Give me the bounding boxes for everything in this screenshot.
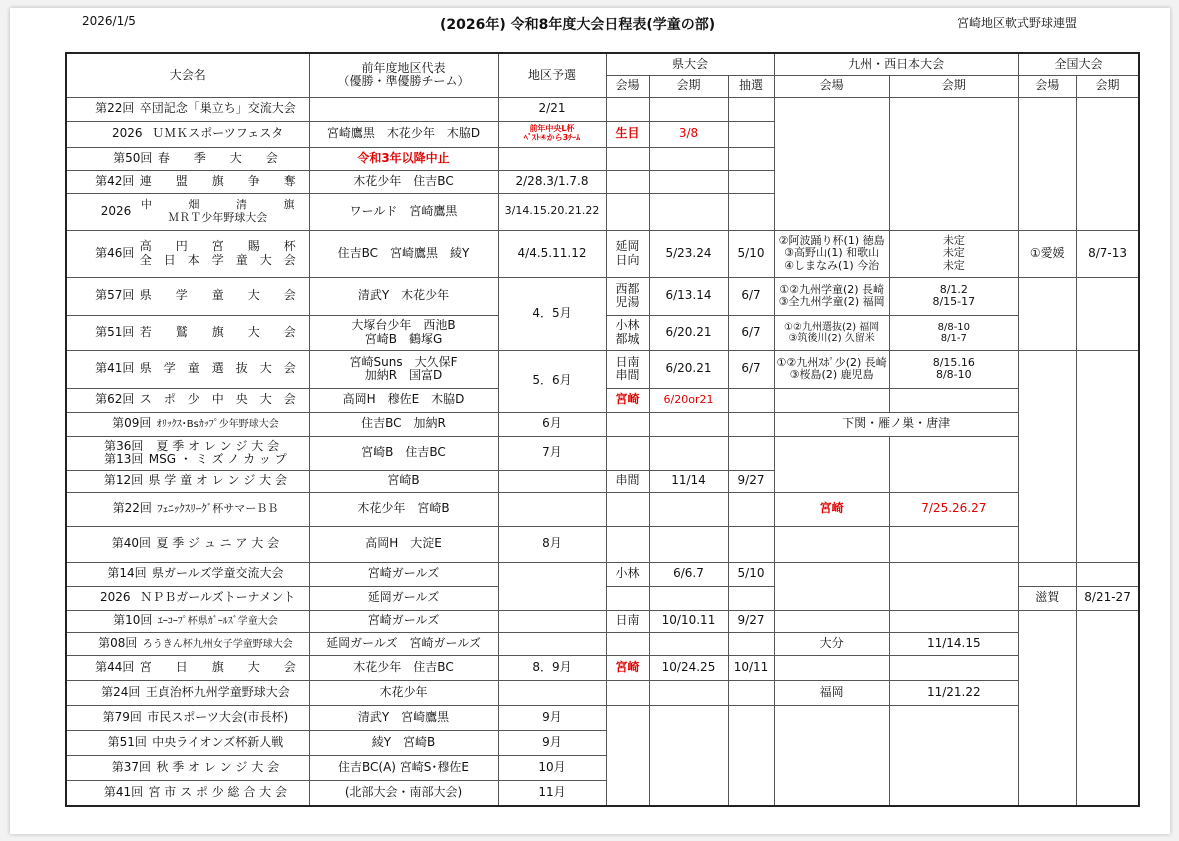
table-cell: 西都 児湯 [606,277,649,315]
table-cell: 小林 [606,562,649,586]
table-cell: ①②九州選抜(2) 福岡 ③筑後川(2) 久留米 [774,315,889,350]
table-cell [606,97,649,121]
table-cell: 11/21.22 [889,680,1018,705]
table-cell: 延岡 日向 [606,230,649,277]
table-cell [606,170,649,193]
table-cell [728,170,774,193]
table-row [66,562,1139,586]
col-header-rep: 前年度地区代表 （優勝・準優勝チーム） [309,53,498,97]
table-cell: 滋賀 [1018,586,1076,610]
rep-cell: 延岡ガールズ 宮崎ガールズ [309,632,498,655]
qualifier-cell: 4/4.5.11.12 [498,230,606,277]
table-cell [728,388,774,412]
table-cell [606,492,649,526]
rep-cell: 住吉BC 加納R [309,412,498,436]
event-name: 第22回 ﾌｪﾆｯｸｽﾘｰｸﾞ杯サマーＢＢ [66,492,309,526]
rep-cell: 宮崎B [309,470,498,492]
table-cell [728,705,774,806]
table-row [66,350,1139,388]
table-cell [498,680,606,705]
table-cell [606,147,649,170]
table-cell [606,680,649,705]
table-cell: 6/20.21 [649,350,728,388]
document-date: 2026/1/5 [82,14,136,28]
table-cell: 小林 都城 [606,315,649,350]
table-cell [1076,277,1139,350]
table-row [66,412,1139,436]
qualifier-cell: 前年中央L杯 ﾍﾞｽﾄ④から3ﾁｰﾑ [498,121,606,147]
table-cell [498,492,606,526]
rep-cell: 大塚台少年 西池B 宮崎B 鶴塚G [309,315,498,350]
table-cell: 7/25.26.27 [889,492,1018,526]
schedule-table [65,52,1140,807]
table-cell [498,470,606,492]
table-cell [649,436,728,470]
col-header-pref-venue: 会場 [606,75,649,97]
rep-cell: 木花少年 住吉BC [309,170,498,193]
col-header-pref: 県大会 [606,53,774,75]
table-cell: 8/21-27 [1076,586,1139,610]
event-name: 第51回 中央ライオンズ杯新人戦 [66,730,309,755]
qualifier-cell: 6月 [498,412,606,436]
table-cell [728,680,774,705]
table-cell [774,610,889,632]
event-name: 第37回 秋 季 オ レ ン ジ 大 会 [66,755,309,780]
table-cell [728,121,774,147]
event-name: 2026 ＮＰＢガールズトーナメント [66,586,309,610]
table-cell: 6/7 [728,315,774,350]
col-header-nat-period: 会期 [1076,75,1139,97]
qualifier-cell: 9月 [498,730,606,755]
table-row [66,680,1139,705]
rep-cell: 宮崎ガールズ [309,562,498,586]
col-header-pref-draw: 抽選 [728,75,774,97]
table-cell: 日南 [606,610,649,632]
table-row [66,277,1139,315]
table-cell [606,632,649,655]
qualifier-cell: 7月 [498,436,606,470]
table-cell [728,147,774,170]
event-name: 第42回 連 盟 旗 争 奪 [66,170,309,193]
table-cell: 6/7 [728,277,774,315]
qualifier-cell: 9月 [498,705,606,730]
table-cell: 9/27 [728,610,774,632]
organization-name: 宮崎地区軟式野球連盟 [957,16,1078,30]
table-cell [774,655,889,680]
event-name: 第57回 県 学 童 大 会 [66,277,309,315]
table-cell [649,632,728,655]
table-cell [498,562,606,610]
event-name: 第40回 夏 季 ジ ュ ニ ア 大 会 [66,526,309,562]
table-cell: ①②九州学童(2) 長崎 ③全九州学童(2) 福岡 [774,277,889,315]
col-header-national: 全国大会 [1018,53,1139,75]
table-cell [606,412,649,436]
table-row [66,492,1139,526]
rep-cell: 清武Y 木花少年 [309,277,498,315]
rep-cell: 住吉BC(A) 宮崎S･穆佐E [309,755,498,780]
rep-cell: 木花少年 [309,680,498,705]
table-row [66,632,1139,655]
table-cell [649,170,728,193]
table-cell [649,586,728,610]
table-cell: 11/14.15 [889,632,1018,655]
table-cell [498,632,606,655]
col-header-kyushu: 九州・西日本大会 [774,53,1018,75]
table-cell [649,97,728,121]
rep-cell: 延岡ガールズ [309,586,498,610]
table-cell: 6/20or21 [649,388,728,412]
rep-cell: 宮崎鷹黒 木花少年 木脇D [309,121,498,147]
event-name: 第24回 王貞治杯九州学童野球大会 [66,680,309,705]
table-cell: ②阿波踊り杯(1) 徳島 ③高野山(1) 和歌山 ④しまなみ(1) 今治 [774,230,889,277]
table-cell [889,655,1018,680]
table-cell: 福岡 [774,680,889,705]
event-name: 第79回 市民スポーツ大会(市長杯) [66,705,309,730]
rep-cell: 宮崎B 住吉BC [309,436,498,470]
qualifier-cell: 8月 [498,526,606,562]
qualifier-cell: 5．6月 [498,350,606,412]
table-cell: 6/6.7 [649,562,728,586]
qualifier-cell: 2/28.3/1.7.8 [498,170,606,193]
table-cell [774,526,889,562]
table-cell: 6/13.14 [649,277,728,315]
table-cell [649,705,728,806]
table-cell: 5/10 [728,230,774,277]
table-cell: 5/23.24 [649,230,728,277]
table-cell [774,705,889,806]
table-cell [774,562,889,610]
table-cell [728,97,774,121]
table-row [66,655,1139,680]
event-name: 第44回 宮 日 旗 大 会 [66,655,309,680]
rep-cell: 高岡H 穆佐E 木脇D [309,388,498,412]
table-cell: 串間 [606,470,649,492]
event-name: 第46回 高 円 宮 賜 杯 全 日 本 学 童 大 会 [66,230,309,277]
qualifier-cell: 10月 [498,755,606,780]
table-cell [889,610,1018,632]
event-name: 第51回 若 鷲 旗 大 会 [66,315,309,350]
event-name: 第14回 県ガールズ学童交流大会 [66,562,309,586]
document-title: (2026年) 令和8年度大会日程表(学童の部) [440,17,716,33]
table-row [66,230,1139,277]
table-cell [889,562,1018,610]
table-cell [606,526,649,562]
table-cell [649,412,728,436]
event-name: 第09回 ｵﾘｯｸｽ･Bsｶｯﾌﾟ少年野球大会 [66,412,309,436]
rep-cell: 令和3年以降中止 [309,147,498,170]
table-cell [649,147,728,170]
table-cell [606,193,649,230]
table-cell [649,526,728,562]
table-cell: 日南 串間 [606,350,649,388]
col-header-kyushu-venue: 会場 [774,75,889,97]
table-cell: ①愛媛 [1018,230,1076,277]
table-cell [649,680,728,705]
table-cell [1076,610,1139,806]
rep-cell: 清武Y 宮崎鷹黒 [309,705,498,730]
event-name: 第10回 ｴｰｺｰﾌﾟ杯県ｶﾞｰﾙｽﾞ学童大会 [66,610,309,632]
table-cell: 宮崎 [606,388,649,412]
event-name: 第12回 県 学 童 オ レ ン ジ 大 会 [66,470,309,492]
rep-cell: 住吉BC 宮崎鷹黒 綾Y [309,230,498,277]
table-cell [728,586,774,610]
col-header-pref-period: 会期 [649,75,728,97]
table-row [66,526,1139,562]
col-header-qualifier: 地区予選 [498,53,606,97]
table-cell: 未定 未定 未定 [889,230,1018,277]
event-name: 第08回 ろうきん杯九州女子学童野球大会 [66,632,309,655]
table-cell: 下関・雁ノ巣・唐津 [774,412,1018,436]
table-cell [1076,97,1139,230]
table-cell [309,97,498,121]
table-cell [649,193,728,230]
table-cell [606,436,649,470]
table-cell [728,526,774,562]
table-cell: 6/20.21 [649,315,728,350]
table-cell: ①②九州ｽﾎﾟ少(2) 長崎 ③桜島(2) 鹿児島 [774,350,889,388]
table-cell: 大分 [774,632,889,655]
table-cell [728,492,774,526]
table-cell [889,705,1018,806]
table-cell [889,97,1018,230]
table-cell [1018,350,1076,562]
table-cell: 宮崎 [774,492,889,526]
table-cell [1018,277,1076,350]
table-cell: 10/10.11 [649,610,728,632]
table-cell: 8/7-13 [1076,230,1139,277]
event-name: 2026 ＵＭＫスポーツフェスタ [66,121,309,147]
table-cell [728,632,774,655]
table-cell [1018,97,1076,230]
table-cell [606,705,649,806]
table-row [66,436,1139,470]
rep-cell: (北部大会・南部大会) [309,780,498,806]
table-cell [774,388,889,412]
table-cell [606,586,649,610]
event-name: 第62回 ス ポ 少 中 央 大 会 [66,388,309,412]
qualifier-cell: 2/21 [498,97,606,121]
table-row [66,97,1139,121]
table-cell [728,193,774,230]
rep-cell: 綾Y 宮崎B [309,730,498,755]
table-cell [889,388,1018,412]
pref-venue: 生目 [606,121,649,147]
table-cell: 宮崎 [606,655,649,680]
table-cell: 6/7 [728,350,774,388]
table-cell [889,436,1018,492]
table-row [66,705,1139,730]
table-cell [889,526,1018,562]
table-cell [649,492,728,526]
qualifier-cell: 11月 [498,780,606,806]
table-cell [1018,562,1076,586]
rep-cell: ワールド 宮崎鷹黒 [309,193,498,230]
col-header-name: 大会名 [66,53,309,97]
table-cell [774,97,889,230]
qualifier-cell: 3/14.15.20.21.22 [498,193,606,230]
table-cell [1076,350,1139,562]
table-cell [1076,562,1139,586]
rep-cell: 宮崎Suns 大久保F 加納R 国富D [309,350,498,388]
table-cell: 5/10 [728,562,774,586]
event-name: 第41回 県 学 童 選 抜 大 会 [66,350,309,388]
table-cell [774,436,889,492]
table-cell: 8/15.16 8/8-10 [889,350,1018,388]
qualifier-cell: 4．5月 [498,277,606,350]
event-name: 第41回 宮 市 ス ポ 少 総 合 大 会 [66,780,309,806]
table-cell [728,412,774,436]
table-cell [728,436,774,470]
table-cell: 10/24.25 [649,655,728,680]
col-header-kyushu-period: 会期 [889,75,1018,97]
table-cell [498,610,606,632]
table-row [66,610,1139,632]
table-cell [498,147,606,170]
table-cell: 11/14 [649,470,728,492]
col-header-nat-venue: 会場 [1018,75,1076,97]
table-cell: 10/11 [728,655,774,680]
rep-cell: 木花少年 住吉BC [309,655,498,680]
qualifier-cell: 8．9月 [498,655,606,680]
event-name: 第50回 春 季 大 会 [66,147,309,170]
pref-period: 3/8 [649,121,728,147]
rep-cell: 高岡H 大淀E [309,526,498,562]
table-cell: 8/1.2 8/15-17 [889,277,1018,315]
event-name: 第22回 卒団記念「巣立ち」交流大会 [66,97,309,121]
event-name: 2026 中 畑 清 旗 ＭＲＴ少年野球大会 [66,193,309,230]
rep-cell: 宮崎ガールズ [309,610,498,632]
rep-cell: 木花少年 宮崎B [309,492,498,526]
table-cell [1018,610,1076,806]
table-cell: 8/8-10 8/1-7 [889,315,1018,350]
table-cell: 9/27 [728,470,774,492]
event-name: 第36回 第13回夏 季 オ レ ン ジ 大 会 MSG ・ ミ ズ ノ カ ッ プ [66,436,309,470]
